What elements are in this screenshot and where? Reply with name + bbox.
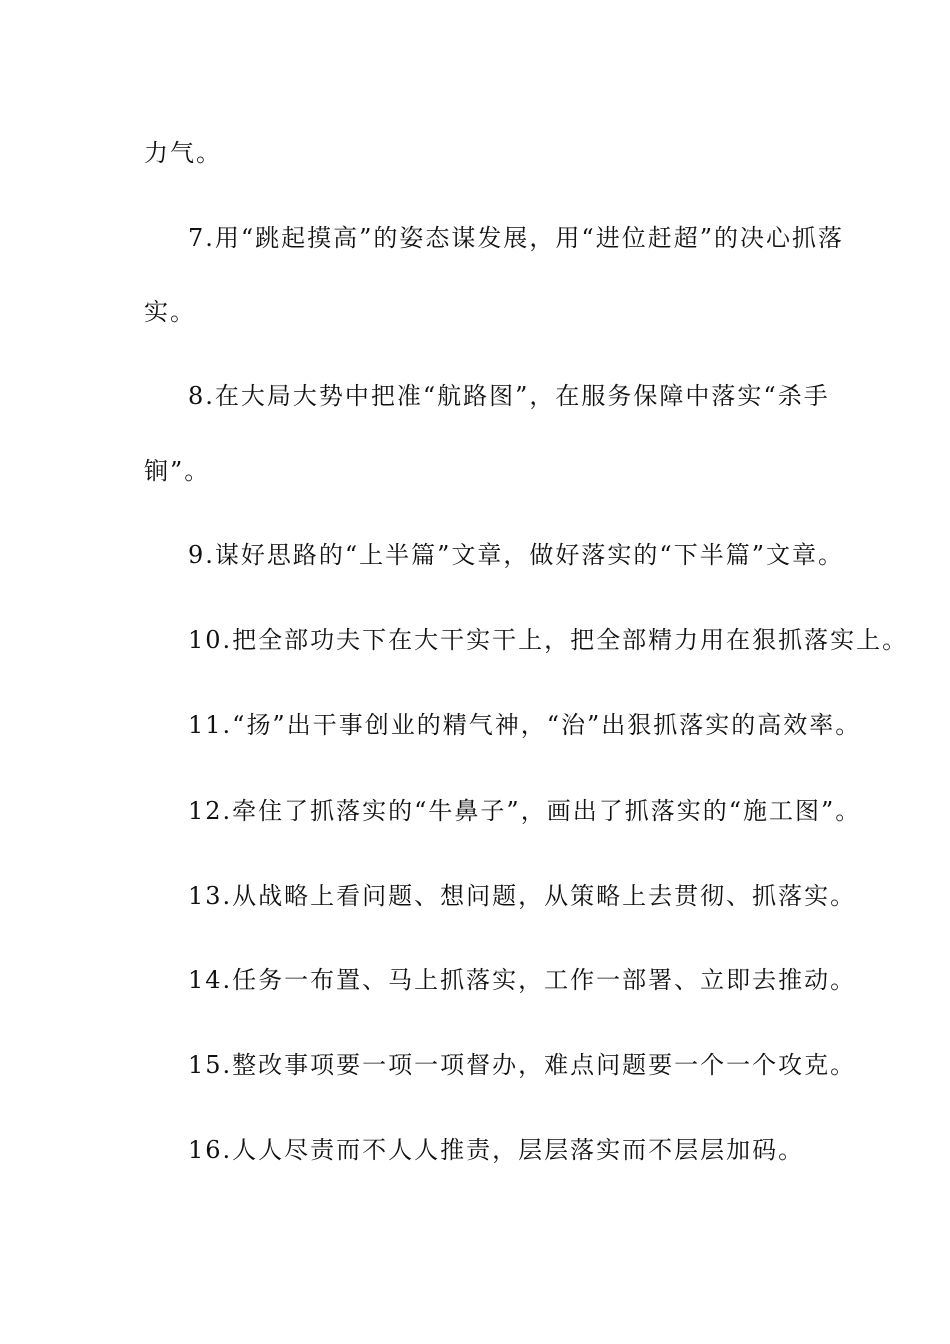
paragraph-item-16: 16.人人尽责而不人人推责，层层落实而不层层加码。 xyxy=(188,1136,805,1164)
paragraph-continuation: 锏”。 xyxy=(144,457,211,485)
paragraph-item-13: 13.从战略上看问题、想问题，从策略上去贯彻、抓落实。 xyxy=(188,882,857,910)
paragraph-item-10: 10.把全部功夫下在大干实干上，把全部精力用在狠抓落实上。 xyxy=(188,626,909,654)
paragraph-continuation: 实。 xyxy=(144,298,196,326)
paragraph-item-8: 8.在大局大势中把准“航路图”，在服务保障中落实“杀手 xyxy=(188,382,830,410)
paragraph-item-12: 12.牵住了抓落实的“牛鼻子”，画出了抓落实的“施工图”。 xyxy=(188,797,862,825)
paragraph-item-15: 15.整改事项要一项一项督办，难点问题要一个一个攻克。 xyxy=(188,1051,857,1079)
paragraph-item-9: 9.谋好思路的“上半篇”文章，做好落实的“下半篇”文章。 xyxy=(188,541,844,569)
paragraph-item-14: 14.任务一布置、马上抓落实，工作一部署、立即去推动。 xyxy=(188,966,857,994)
paragraph-continuation: 力气。 xyxy=(144,139,222,167)
paragraph-item-11: 11.“扬”出干事创业的精气神，“治”出狠抓落实的高效率。 xyxy=(188,711,862,739)
paragraph-item-7: 7.用“跳起摸高”的姿态谋发展，用“进位赶超”的决心抓落 xyxy=(188,224,844,252)
